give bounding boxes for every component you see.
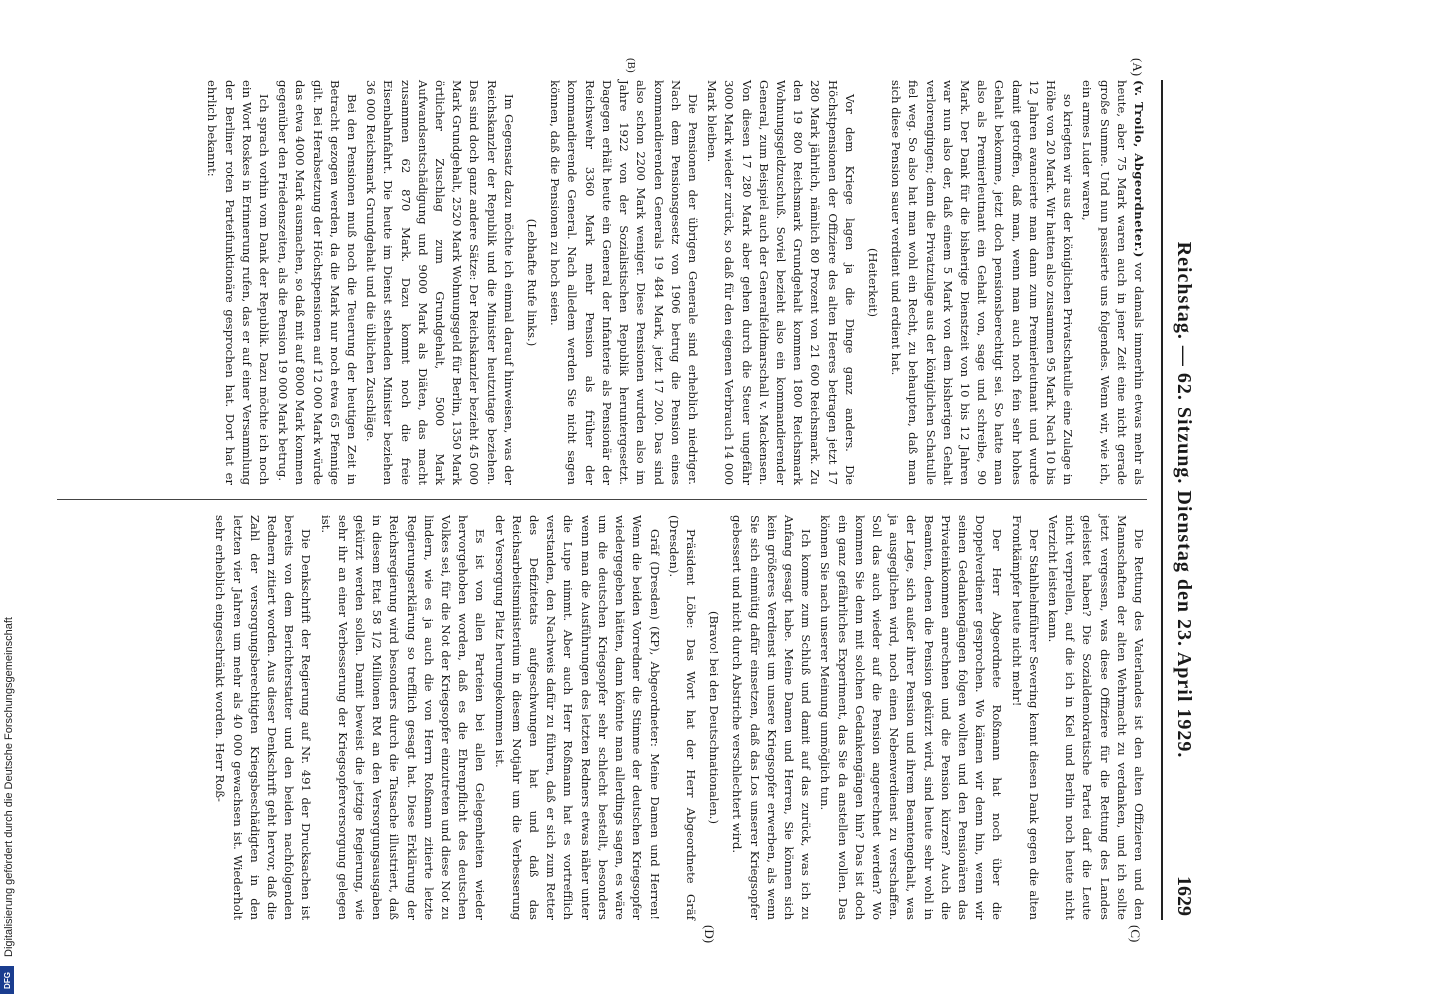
paragraph: Es ist von allen Parteien bei allen Gelegenheiten wieder hervorgehoben worden, daß es die Ehrenpflicht des deutschen Volkes sei, für die Not der Kriegsopfer einzutreten und diese Not zu lindern, wie es ja auch die von Herrn Roßmann zitierte letzte Regierungserklärung so trefflich gesagt hat. Diese Erklärung der Reichsregierung wird besonders durch die Tatsache illustriert, daß in diesem Etat 58 1/2 Millionen RM an den Versorgungsausgaben gekürzt werden sollen. Damit beweist die jetzige Regierung, wie sehr ihr an einer Verbesserung der Kriegsopferversorgung gelegen ist. [318,515,488,920]
margin-mark-a: (A) [1130,58,1145,77]
speaker-attribution [1078,80,1147,485]
digitization-credit [0,0,14,1000]
interjection: (Heiterkeit) [865,247,880,318]
paragraph: Gräf (Dresden) (KP), Abgeordneter: Meine Damen und Herren! Wenn die beiden Vorredner die Stimme der deutschen Kriegsopfer wiedergegeben hätten, dann könnte man allerdings sagen, es wäre um die deutschen Kriegsopfer sehr schlecht bestellt, besonders wenn man die Ausführungen des letzten Redners etwas näher unter die Lupe nimmt. Aber auch Herr Roßmann hat es vortrefflich verstanden, den Nachweis dafür zu führen, daß er sich zum Retter des Defizitetats aufgeschwungen hat und daß das Reichsarbeitsministerium in diesem Notjahr um die Verbesserung der Versorgung Platz herumgekommen ist. [492,515,662,920]
paragraph-text: vor damals immerhin etwas mehr als heute, aber 75 Mark waren auch in jener Zeit eine nicht gerade große Summe. Und nun passierte uns folgendes. Wenn wir, wie ich, ein armes Luder waren, [1080,80,1146,485]
paragraph: Bei den Pensionen muß noch die Teuerung der heutigen Zeit in Betracht gezogen werden, da die Mark nur noch etwa 65 Pfennige gilt. Bei Herabsetzung der Höchstpensionen auf 12 000 Mark würde das etwa 4000 Mark ausmachen, so daß mit auf 8000 Mark kommen gegenüber den Friedenszeiten, als die Pension 19 000 Mark betrug. [276,80,360,485]
paragraph: Die Denkschrift der Regierung auf Nr. 491 der Drucksachen ist bereits von dem Berichterstatter und den beiden nachfolgenden Rednern zitiert worden. Aus dieser Denkschrift geht hervor, daß die Zahl der versorgungsberechtigten Kriegsbeschädigten in den letzten vier Jahren um mehr als 40 000 gewachsen ist. Wiederholt sehr erheblich eingeschränkt worden. Herr Roß- [213,515,314,920]
margin-mark-c: (C) [1128,925,1143,943]
paragraph: Im Gegensatz dazu möchte ich einmal darauf hinweisen, was der Reichskanzler der Republik und die Minister heutzutage beziehen. Das sind doch ganz andere Sätze: Der Reichskanzler bezieht 45 000 Mark Grundgehalt, 2520 Mark Wohnungsgeld für Berlin, 1350 Mark örtlicher Zuschlag zum Grundgehalt, 5000 Mark Aufwandsentschädigung und 9000 Mark als Diäten, das macht zusammen 62 870 Mark. Dazu kommt noch die freie Eisenbahnfahrt. Die heute im Dienst stehenden Minister beziehen 36 000 Reichsmark Grundgehalt und die üblichen Zuschläge. [364,80,516,485]
left-column [37,80,1147,485]
dfg-logo-text: DFG [2,971,12,989]
page-number: 1629 [1173,876,1195,916]
interjection: (Lebhafte Rufe links.) [525,218,540,347]
paragraph: Ich komme zum Schluß und damit auf das zurück, was ich zu Anfang gesagt habe. Meine Damen und Herren, Sie können sich kein größeres Verdienst um unsere Kriegsopfer erwerben, als wenn Sie sich einmütig dafür einsetzen, daß das Los unserer Kriegsopfer gebessert und nicht durch Abstriche verschlechtert wird. [730,515,814,920]
margin-mark-d: (D) [702,925,717,944]
rotated-document-page [0,50,1237,950]
dfg-logo [0,966,14,994]
interjection: (Bravo! bei den Deutschnationalen.) [707,610,722,825]
paragraph: Der Stahlhelmführer Severing kennt diesen Dank gegen die alten Frontkämpfer heute nicht mehr! [1009,515,1041,920]
right-column [37,515,1147,920]
column-divider [57,499,1147,500]
paragraph: so kriegten wir aus der königlichen Privatschatulle eine Zulage in Höhe von 20 Mark. Wir hatten also zusammen 95 Mark. Nach 10 bis 12 Jahren avancierte man dann zum Premierleutnant und wurde damit getroffen, daß man, wenn man auch noch fein sehr hohes Gehalt bekomme, jetzt doch pensionsberechtigt sei. So hatte man also als Premierleutnant ein Gehalt von, sage und schreibe, 90 Mark. Der Dank für die bisherige Dienstzeit von 10 bis 12 Jahren war nun also der, daß einem 5 Mark von dem bisherigen Gehalt verlorengingen; denn die Privatzulage aus der königlichen Schatulle fiel weg. So also hat man wohl ein Recht, zu behaupten, daß man sich diese Pension sauer verdient und erdient hat. [889,80,1076,485]
paragraph: Vor dem Kriege lagen ja die Dinge ganz anders. Die Höchstpensionen der Offiziere des alten Heeres betragen jetzt 17 280 Mark jährlich, nämlich 80 Prozent von 21 600 Reichsmark. Zu den 19 800 Reichsmark Grundgehalt kommen 1800 Reichsmark Wohnungsgeldzuschuß. Soviel bezieht also ein kommandierender General, zum Beispiel auch der Generalfeldmarschall v. Mackensen. Von diesen 17 280 Mark aber gehen durch die Steuer ungefähr 3000 Mark wieder zurück, so daß für den eigenen Verbrauch 14 000 Mark bleiben. [705,80,857,485]
margin-mark-b: (B) [625,58,637,73]
paragraph: Die Rettung des Vaterlandes ist den alten Offizieren und den Mannschaften der alten Wehrmacht zu verdanken, und ich sollte jetzt vergessen, was diese Offiziere für die Rettung des Landes geleistet haben? Die Sozialdemokratische Partei darf die Leute nicht verprellen, auf die ich in Kiel und Berlin noch heute nicht Verzicht leisten kann. [1045,515,1146,920]
header-title: Reichstag. — 62. Sitzung. Dienstag den 23. April 1929. [1173,241,1195,759]
page-header [1161,80,1197,920]
credit-text: Digitalisierung gefördert durch die Deutsche Forschungsgemeinschaft [3,617,15,957]
paragraph: Der Herr Abgeordnete Roßmann hat noch über die Doppelverdiener gesprochen. Wo kämen wir denn hin, wenn wir seinen Gedankengängen folgen wollten und den Pensionären das Privateinkommen anrechnen und die Pension kürzen? Auch die Beamten, denen die Pension gekürzt wird, sind heute sehr wohl in der Lage, sich außer ihrer Pension und ihrem Beamtengehalt, was ja ausgeglichen wird, noch einen Nebenverdienst zu verschaffen. Soll das auch wieder auf die Pension angerechnet werden? Wo kommen Sie denn mit solchen Gedankengängen hin? Das ist doch ein ganz gefährliches Experiment, das Sie da anstellen wollen. Das können Sie nach unserer Meinung unmöglich tun. [818,515,1005,920]
speaker-name: (v. Troilo, Abgeordneter.) [1132,80,1146,258]
paragraph: Ich sprach vorhin vom Dank der Republik. Dazu möchte ich noch ein Wort Roskes in Erinnerung rufen, das er auf einer Versammlung der Berliner roten Parteifunktionäre gesprochen hat. Dort hat er ehrlich bekannt: [205,80,272,485]
paragraph: Die Pensionen der übrigen Generale sind erheblich niedriger. Nach dem Pensionsgesetz von 1906 betrug die Pension eines kommandierenden Generals 19 484 Mark, jetzt 17 200. Das sind also schon 2200 Mark weniger. Diese Pensionen wurden also im Jahre 1922 von der Sozialistischen Republik heruntergesetzt. Dagegen erhält heute ein General der Infanterie als Pensionär der Reichswehr 3360 Mark mehr Pension als früher der kommandierende General. Nach alledem werden Sie nicht sagen können, daß die Pensionen zu hoch seien. [548,80,700,485]
paragraph: Präsident Löbe: Das Wort hat der Herr Abgeordnete Gräf (Dresden). [666,515,698,920]
